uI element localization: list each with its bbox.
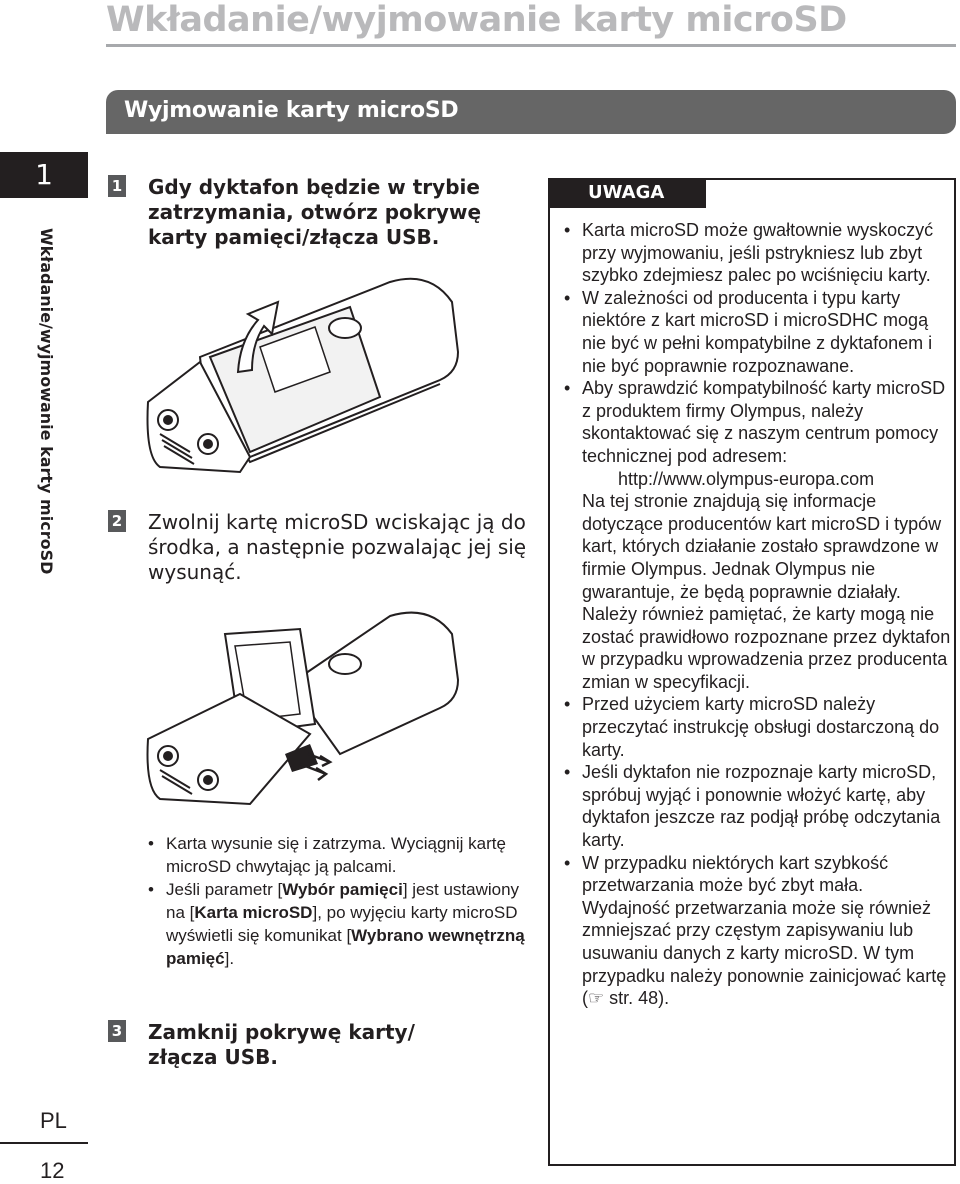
language-code: PL: [40, 1108, 67, 1133]
list-item: • Aby sprawdzić kompatybilność karty microSD z produktem firmy Olympus, należy skontaktować się z naszym centrum pomocy technicznej pod adresem: http://www.olympus-europa.com Na tej stronie znajdują się informacje dotyczące producentów kart microSD i typów kart, których działanie zostało sprawdzone w firmie Olympus. Jednak Olympus nie gwarantuje, że będą poprawnie działały. Należy również pamiętać, że karty mogą nie zostać prawidłowo rozpoznane przez dyktafon w przypadku wprowadzenia przez producenta zmian w specyfikacji.: [562, 377, 954, 693]
support-url: http://www.olympus-europa.com: [618, 468, 875, 489]
step-2-text: Zwolnij kartę microSD wciskając ją do środka, a następnie pozwalając jej się wysunąć.: [148, 510, 527, 584]
list-item: • Karta wysunie się i zatrzyma. Wyciągnij kartę microSD chwytając ją palcami.: [146, 832, 536, 878]
step-1-number: 1: [108, 175, 126, 197]
section-title: Wyjmowanie karty microSD: [124, 98, 459, 123]
list-item: • Karta microSD może gwałtownie wyskoczyć przy wyjmowaniu, jeśli pstrykniesz lub zbyt szybko zdejmiesz palec po wciśnięciu karty.: [562, 219, 954, 287]
list-item: • Przed użyciem karty microSD należy przeczytać instrukcję obsługi dostarczoną do karty.: [562, 693, 954, 761]
list-item: • Jeśli parametr [Wybór pamięci] jest ustawiony na [Karta microSD], po wyjęciu karty microSD wyświetli się komunikat [Wybrano wewnętrzną pamięć].: [146, 878, 536, 970]
page-title: Wkładanie/wyjmowanie karty microSD: [106, 0, 847, 40]
note-label: UWAGA: [548, 178, 706, 208]
list-item: • W zależności od producenta i typu karty niektóre z kart microSD i microSDHC mogą nie być w pełni kompatybilne z dyktafonem i nie być poprawnie rozpoznawane.: [562, 287, 954, 377]
sidebar-divider: [0, 1142, 88, 1144]
recorder-cover-open-illustration: [140, 262, 460, 482]
recorder-card-eject-illustration: [140, 604, 460, 814]
chapter-tab-title: Wkładanie/wyjmowanie karty microSD: [37, 228, 56, 575]
page-reference: (☞ str. 48).: [582, 988, 670, 1009]
step-3-text: Zamknij pokrywę karty/ złącza USB.: [148, 1020, 415, 1069]
step-2-number: 2: [108, 510, 126, 532]
note-content: [562, 219, 954, 1010]
title-rule: [106, 44, 956, 47]
section-header: [106, 90, 956, 134]
step-1-text: Gdy dyktafon będzie w trybie zatrzymania, otwórz pokrywę karty pamięci/złącza USB.: [148, 175, 482, 249]
list-item: • Jeśli dyktafon nie rozpoznaje karty microSD, spróbuj wyjąć i ponownie włożyć kartę, aby dyktafon jeszcze raz podjął próbę odczytania karty.: [562, 761, 954, 851]
chapter-number: 1: [0, 152, 88, 198]
step-3-number: 3: [108, 1020, 126, 1042]
page-number: 12: [40, 1158, 65, 1183]
step-2-notes: [146, 832, 536, 970]
list-item: • W przypadku niektórych kart szybkość przetwarzania może być zbyt mała. Wydajność przetwarzania może się również zmniejszać przy częstym zapisywaniu lub usuwaniu danych z karty microSD. W tym przypadku należy ponownie zainicjować kartę (☞ str. 48).: [562, 852, 954, 1010]
